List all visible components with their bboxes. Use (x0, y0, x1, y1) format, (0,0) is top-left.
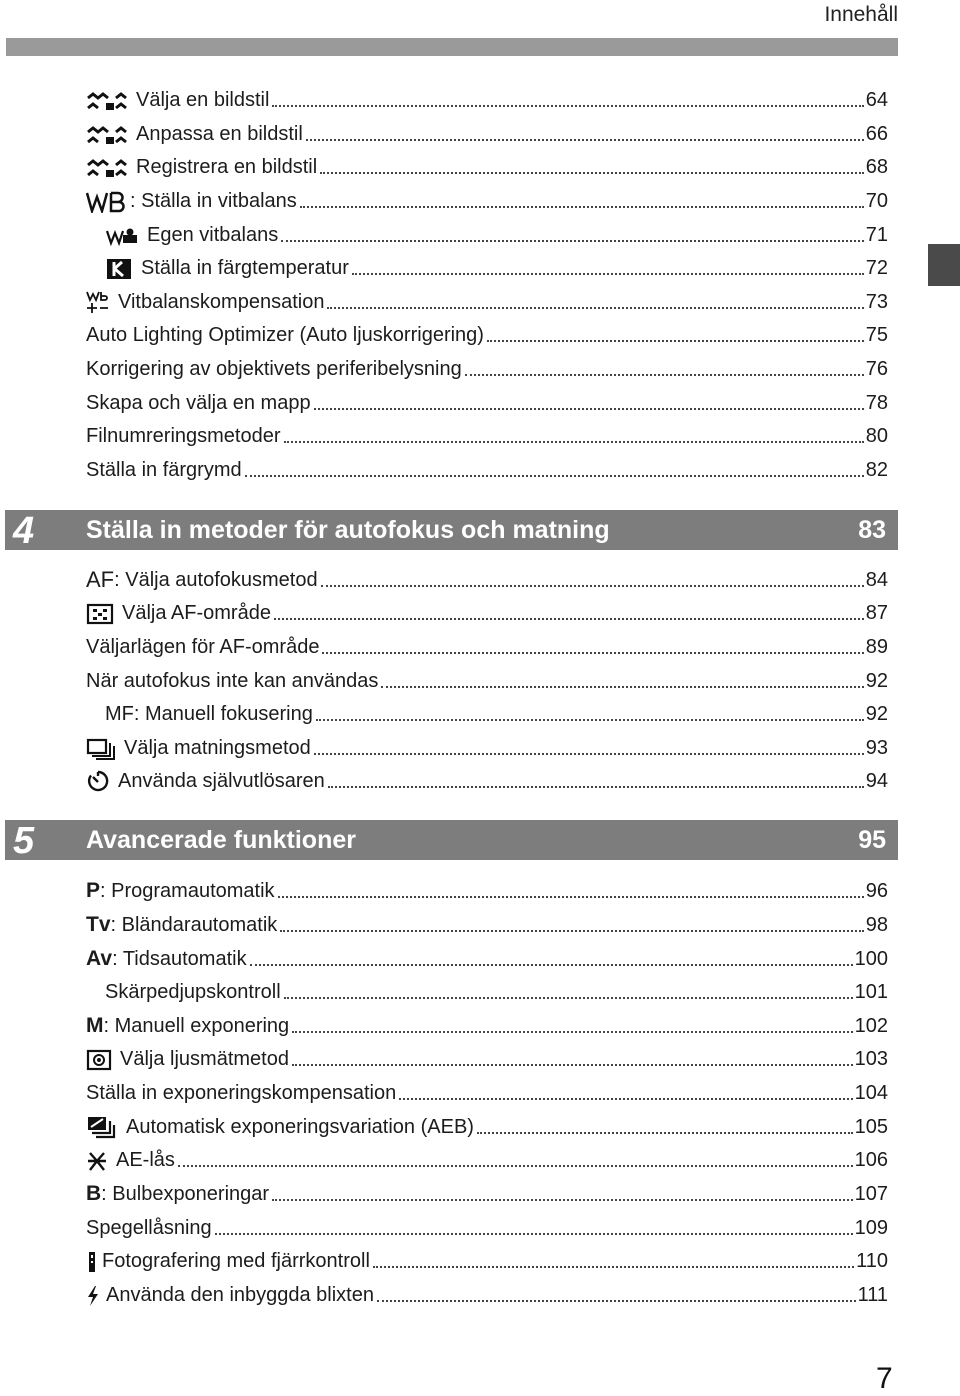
toc-entry[interactable] (86, 149, 888, 179)
entry-page: 78 (865, 392, 888, 414)
entry-page: 98 (865, 914, 888, 936)
self-timer-icon (86, 769, 110, 793)
entry-page: 110 (856, 1250, 888, 1272)
leader-dots (245, 474, 864, 477)
entry-page: 92 (865, 670, 888, 692)
toc-entry[interactable] (86, 351, 888, 381)
toc-entry[interactable] (86, 763, 888, 793)
toc-entry[interactable] (86, 1277, 888, 1307)
leader-dots (284, 996, 853, 999)
entry-title: : Ställa in vitbalans (130, 190, 297, 212)
entry-title: AE-lås (116, 1149, 175, 1171)
toc-entry[interactable] (86, 1109, 888, 1139)
picture-style-icon (86, 157, 128, 179)
toc-entry[interactable] (86, 317, 888, 347)
entry-title: Välja en bildstil (136, 89, 270, 111)
entry-title: Använda självutlösaren (118, 770, 325, 792)
toc-entry[interactable] (105, 217, 888, 247)
leader-dots (250, 963, 853, 966)
toc-entry[interactable] (86, 730, 888, 760)
leader-dots (381, 685, 863, 688)
leader-dots (272, 1198, 853, 1201)
toc-entry[interactable] (86, 1210, 888, 1240)
toc-entry[interactable] (86, 595, 888, 625)
custom-white-balance-icon (105, 225, 139, 247)
leader-dots (306, 138, 864, 141)
toc-entry[interactable] (86, 116, 888, 146)
chapter-number: 5 (13, 820, 35, 862)
leader-dots (322, 651, 863, 654)
leader-dots (215, 1232, 853, 1235)
entry-title: : Bländarautomatik (110, 914, 278, 936)
toc-entry[interactable] (86, 663, 888, 693)
entry-title: Korrigering av objektivets periferibelysning (86, 358, 462, 380)
entry-page: 92 (865, 703, 888, 725)
chapter-thumb-tab (928, 244, 960, 286)
toc-entry[interactable] (86, 629, 888, 659)
chapter-title: Avancerade funktioner (86, 826, 356, 854)
chapter-page: 95 (858, 826, 886, 854)
entry-title: Ställa in färgrymd (86, 459, 242, 481)
white-balance-correction-icon (86, 290, 110, 314)
toc-entry[interactable] (105, 974, 888, 1004)
entry-title: Registrera en bildstil (136, 156, 318, 178)
toc-entry[interactable] (86, 183, 888, 213)
entry-title: Använda den inbyggda blixten (106, 1284, 374, 1306)
toc-entry[interactable] (86, 562, 888, 592)
toc-entry[interactable] (86, 418, 888, 448)
entry-page: 93 (865, 737, 888, 759)
chapter-page: 83 (858, 516, 886, 544)
entry-page: 72 (865, 257, 888, 279)
toc-entry[interactable] (86, 1176, 888, 1206)
chapter-title: Ställa in metoder för autofokus och matning (86, 516, 610, 544)
program-mode-icon: P (86, 879, 101, 902)
entry-title: Auto Lighting Optimizer (Auto ljuskorrigering) (86, 324, 484, 346)
leader-dots (314, 752, 864, 755)
entry-title: : Bulbexponeringar (101, 1183, 270, 1205)
entry-title: Fotografering med fjärrkontroll (102, 1250, 370, 1272)
entry-page: 111 (857, 1284, 888, 1306)
toc-entry[interactable] (86, 1008, 888, 1038)
entry-title: : Välja autofokusmetod (114, 569, 318, 591)
toc-entry[interactable] (86, 873, 888, 903)
entry-title: Väljarlägen för AF-område (86, 636, 320, 658)
leader-dots (477, 1131, 853, 1134)
leader-dots (178, 1164, 853, 1167)
leader-dots (328, 785, 864, 788)
bulb-mode-icon: B (86, 1182, 102, 1205)
toc-entry[interactable] (105, 696, 888, 726)
toc-entry[interactable] (105, 250, 888, 280)
leader-dots (399, 1097, 852, 1100)
entry-title: Spegellåsning (86, 1217, 212, 1239)
leader-dots (274, 617, 864, 620)
color-temperature-icon (105, 258, 133, 280)
manual-mode-icon: M (86, 1014, 104, 1037)
flash-icon (86, 1285, 100, 1307)
leader-dots (284, 440, 864, 443)
entry-title: Egen vitbalans (147, 224, 279, 246)
entry-title: Filnumreringsmetoder (86, 425, 281, 447)
entry-page: 76 (865, 358, 888, 380)
leader-dots (281, 239, 864, 242)
af-area-icon (86, 603, 114, 625)
entry-title: : Tidsautomatik (112, 948, 247, 970)
entry-page: 80 (865, 425, 888, 447)
entry-page: 73 (865, 291, 888, 313)
entry-page: 87 (865, 602, 888, 624)
toc-entry[interactable] (86, 1041, 888, 1071)
entry-title: Välja matningsmetod (124, 737, 311, 759)
leader-dots (487, 339, 864, 342)
entry-title: : Manuell exponering (103, 1015, 290, 1037)
entry-page: 107 (854, 1183, 888, 1205)
leader-dots (300, 205, 864, 208)
entry-title: : Programautomatik (100, 880, 275, 902)
ae-lock-icon (86, 1150, 108, 1172)
drive-mode-icon (86, 738, 116, 760)
entry-page: 102 (854, 1015, 888, 1037)
entry-page: 94 (865, 770, 888, 792)
entry-page: 84 (865, 569, 888, 591)
leader-dots (272, 104, 863, 107)
leader-dots (278, 895, 864, 898)
toc-entry[interactable] (86, 385, 888, 415)
entry-page: 82 (865, 459, 888, 481)
toc-entry[interactable] (86, 941, 888, 971)
toc-entry[interactable] (86, 82, 888, 112)
entry-title: Skapa och välja en mapp (86, 392, 311, 414)
leader-dots (314, 407, 864, 410)
page-number: 7 (876, 1362, 893, 1395)
chapter-heading[interactable] (5, 820, 898, 860)
entry-page: 100 (854, 948, 888, 970)
entry-title: Anpassa en bildstil (136, 123, 303, 145)
leader-dots (292, 1030, 852, 1033)
av-mode-icon: Av (86, 947, 113, 970)
leader-dots (377, 1299, 856, 1302)
leader-dots (280, 929, 863, 932)
picture-style-icon (86, 124, 128, 146)
leader-dots (321, 584, 864, 587)
entry-page: 64 (865, 89, 888, 111)
entry-page: 96 (865, 880, 888, 902)
picture-style-icon (86, 90, 128, 112)
leader-dots (352, 272, 864, 275)
entry-title: Ställa in färgtemperatur (141, 257, 349, 279)
white-balance-icon (86, 191, 130, 213)
leader-dots (292, 1063, 853, 1066)
chapter-number: 4 (13, 510, 35, 552)
header-bar (6, 38, 898, 56)
entry-title: Skärpedjupskontroll (105, 981, 281, 1003)
metering-icon (86, 1049, 112, 1071)
entry-page: 106 (854, 1149, 888, 1171)
entry-page: 105 (854, 1116, 888, 1138)
entry-page: 75 (865, 324, 888, 346)
entry-page: 104 (854, 1082, 888, 1104)
leader-dots (373, 1265, 854, 1268)
chapter-heading[interactable] (5, 510, 898, 550)
leader-dots (316, 718, 864, 721)
toc-entry[interactable] (86, 907, 888, 937)
entry-page: 109 (854, 1217, 888, 1239)
entry-page: 89 (865, 636, 888, 658)
toc-entry[interactable] (86, 1142, 888, 1172)
leader-dots (327, 306, 863, 309)
entry-title: Välja ljusmätmetod (120, 1048, 289, 1070)
toc-entry[interactable] (86, 1243, 888, 1273)
af-icon: AF (86, 567, 115, 592)
section-header: Innehåll (824, 3, 898, 26)
entry-title: Ställa in exponeringskompensation (86, 1082, 397, 1104)
toc-entry[interactable] (86, 1075, 888, 1105)
entry-page: 70 (865, 190, 888, 212)
entry-title: Automatisk exponeringsvariation (AEB) (126, 1116, 474, 1138)
remote-control-icon (86, 1251, 98, 1273)
entry-page: 68 (865, 156, 888, 178)
toc-entry[interactable] (86, 452, 888, 482)
entry-page: 101 (854, 981, 888, 1003)
leader-dots (465, 373, 864, 376)
leader-dots (320, 171, 864, 174)
entry-page: 103 (854, 1048, 888, 1070)
entry-page: 71 (865, 224, 888, 246)
entry-title: Vitbalanskompensation (118, 291, 325, 313)
entry-title: När autofokus inte kan användas (86, 670, 379, 692)
tv-mode-icon: Tv (86, 913, 111, 936)
toc-entry[interactable] (86, 284, 888, 314)
entry-title: Välja AF-område (122, 602, 271, 624)
entry-title: MF: Manuell fokusering (105, 703, 313, 725)
entry-page: 66 (865, 123, 888, 145)
aeb-icon (86, 1115, 118, 1139)
